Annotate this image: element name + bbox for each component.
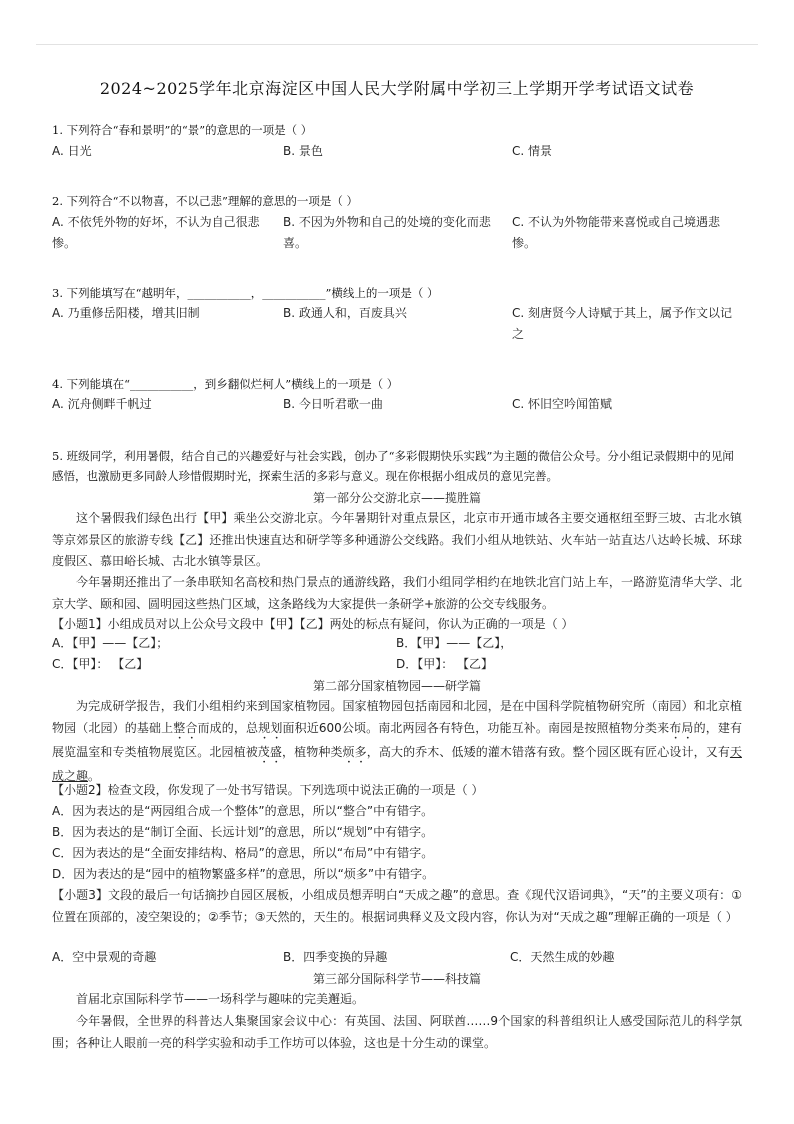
question-1-stem: 1. 下列符合“春和景明”的“景”的意思的一项是（ ） xyxy=(52,123,313,137)
question-1-option-b: B. 景色 xyxy=(283,144,323,158)
header-rule xyxy=(36,44,758,45)
part2-paragraph-1: 为完成研学报告，我们小组相约来到国家植物园。国家植物园包括南园和北园，是在中国科学院植物研究所（南园）和北京植物园（北园）的基础上整合而成的，总规划面积近600公顷。南北两园各有特色，功能互补。南园是按照植物分类来布局的，建有展览温室和专类植物展览区。北园植被茂盛，植物种类烦多，高大的乔木、低矮的灌木错落有致。整个园区既有匠心设计，又有天成之趣。 xyxy=(52,699,742,783)
question-4-option-b: B. 今日听君歌一曲 xyxy=(283,397,383,411)
marked-word-fanduo: 烦多 xyxy=(342,744,367,759)
question-3-option-b: B. 政通人和，百废具兴 xyxy=(283,306,407,320)
question-3-option-a: A. 乃重修岳阳楼，增其旧制 xyxy=(52,306,200,320)
part1-paragraph-1: 这个暑假我们绿色出行【甲】乘坐公交游北京。今年暑期针对重点景区，北京市开通市域各主要交通枢纽至野三坡、古北水镇等京郊景区的旅游专线【乙】还推出快速直达和研学等多种通游公交线路。我们小组从地铁站、火车站一站直达八达岭长城、环球度假区、慕田峪长城、古北水镇等景区。 xyxy=(52,511,742,568)
part2-heading: 第二部分国家植物园——研学篇 xyxy=(312,679,481,693)
part3-paragraph-2: 今年暑假，全世界的科普达人集聚国家会议中心：有英国、法国、阿联酋……9个国家的科普组织让人感受国际范儿的科学氛围；各种让人眼前一亮的科学实验和动手工作坊可以体验，这也是十分生动的课堂。 xyxy=(52,1014,742,1050)
subquestion-3-option-a: A．空中景观的奇趣 xyxy=(52,950,157,964)
question-3-stem: 3. 下列能填写在“越明年，___________，___________”横线上的一项是（ ） xyxy=(52,286,439,300)
subquestion-2-option-d: D．因为表达的是“园中的植物繁盛多样”的意思，所以“烦多”中有错字。 xyxy=(52,867,435,881)
marked-word-guihua: 规划 xyxy=(258,720,283,735)
question-1-option-a: A. 日光 xyxy=(52,144,92,158)
part1-paragraph-2: 今年暑期还推出了一条串联知名高校和热门景点的通游线路，我们小组同学相约在地铁北宫门站上车，一路游览清华大学、北京大学、颐和园、圆明园这些热门区域，这条路线为大家提供一条研学+旅游的公交专线服务。 xyxy=(52,575,742,611)
subquestion-1-option-b: B．【甲】——【乙】， xyxy=(396,636,513,650)
question-5-stem: 5. 班级同学，利用暑假，结合自己的兴趣爱好与社会实践，创办了“多彩假期快乐实践”为主题的微信公众号。分小组记录假期中的见闻感悟，也激励更多同龄人珍惜假期时光，探索生活的多彩与意义。现在你根据小组成员的意见完善。 xyxy=(52,449,734,483)
subquestion-1-option-a: A．【甲】——【乙】； xyxy=(52,636,169,650)
marked-word-maosheng: 茂盛 xyxy=(257,744,283,759)
subquestion-2-option-b: B．因为表达的是“制订全面、长远计划”的意思，所以“规划”中有错字。 xyxy=(52,825,434,839)
question-3-option-c: C. 刻唐贤今人诗赋于其上，属予作文以记之 xyxy=(512,306,733,341)
subquestion-3-option-b: B．四季变换的异趣 xyxy=(283,950,388,964)
question-4-stem: 4. 下列能填在“___________，到乡翻似烂柯人”横线上的一项是（ ） xyxy=(52,377,399,391)
marked-word-buju: 布局 xyxy=(669,720,694,735)
question-1-option-c: C. 情景 xyxy=(512,144,553,158)
part3-heading: 第三部分国际科学节——科技篇 xyxy=(312,972,481,986)
question-2-option-b: B. 不因为外物和自己的处境的变化而悲喜。 xyxy=(283,215,491,250)
subquestion-2-option-c: C．因为表达的是“全面安排结构、格局”的意思，所以“布局”中有错字。 xyxy=(52,846,434,860)
subquestion-1-stem: 【小题1】小组成员对以上公众号文段中【甲】【乙】两处的标点有疑问，你认为正确的一项是（ ） xyxy=(52,617,574,631)
subquestion-2-option-a: A．因为表达的是“两园组合成一个整体”的意思，所以“整合”中有错字。 xyxy=(52,804,434,818)
question-2-stem: 2. 下列符合“不以物喜，不以己悲”理解的意思的一项是（ ） xyxy=(52,194,359,208)
subquestion-3-stem: 【小题3】文段的最后一句话摘抄自园区展板，小组成员想弄明白“天成之趣”的意思。查《现代汉语词典》，“天”的主要义项有：①位置在顶部的，凌空架设的；②季节；③天然的，天生的。根据词典释义及文段内容，你认为对“天成之趣”理解正确的一项是（ ） xyxy=(52,888,742,924)
part3-paragraph-1: 首届北京国际科学节——一场科学与趣味的完美邂逅。 xyxy=(76,992,365,1006)
part1-heading: 第一部分公交游北京——揽胜篇 xyxy=(312,491,481,505)
page-title: 2024~2025学年北京海淀区中国人民大学附属中学初三上学期开学考试语文试卷 xyxy=(99,79,695,98)
marked-word-zhenghe: 整合 xyxy=(173,720,198,735)
subquestion-2-stem: 【小题2】检查文段，你发现了一处书写错误。下列选项中说法正确的一项是（ ） xyxy=(52,783,484,797)
subquestion-3-option-c: C．天然生成的妙趣 xyxy=(510,950,615,964)
question-2-option-a: A. 不依凭外物的好坏，不认为自己很悲惨。 xyxy=(52,215,260,250)
subquestion-1-option-d: D．【甲】： 【乙】 xyxy=(396,657,494,671)
question-2-option-c: C. 不认为外物能带来喜悦或自己境遇悲惨。 xyxy=(512,215,721,250)
underlined-phrase-tiancheng: 天成之趣 xyxy=(52,744,742,783)
subquestion-1-option-c: C．【甲】： 【乙】 xyxy=(52,657,149,671)
question-4-option-a: A. 沉舟侧畔千帆过 xyxy=(52,397,152,411)
question-4-option-c: C. 怀旧空吟闻笛赋 xyxy=(512,397,613,411)
